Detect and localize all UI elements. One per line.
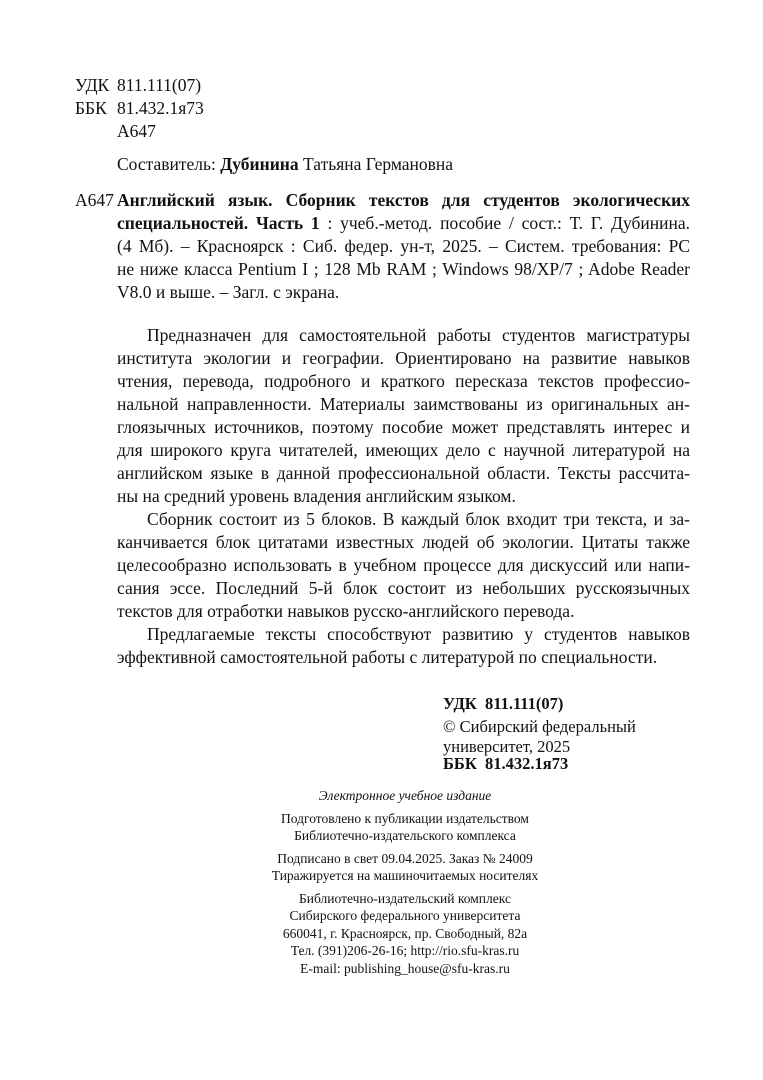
- biblio-title: Английский язык. Сборник текстов для студентов экологических: [117, 190, 690, 210]
- imprint-email: E-mail: publishing_house@sfu-kras.ru: [300, 960, 510, 976]
- biblio-line: не ниже класса Pentium I ; 128 Mb RAM ; Windows 98/XP/7 ; Adobe Reader: [117, 259, 690, 279]
- bibliographic-record: [117, 189, 690, 304]
- imprint-line: Библиотечно-издательского комплекса: [294, 828, 516, 843]
- copyright: [443, 717, 636, 757]
- edition-type: Электронное учебное издание: [318, 788, 492, 803]
- paragraph-line: чтения, перевода, подробного и краткого пересказа текстов профессио-: [117, 371, 690, 391]
- biblio-title: специальностей. Часть 1: [117, 213, 320, 233]
- imprint-line: Подготовлено к публикации издательством: [281, 810, 529, 826]
- paragraph-line: для широкого круга читателей, имеющих дело с научной литературой на: [117, 440, 690, 460]
- compiler-surname: Дубинина: [220, 154, 299, 174]
- biblio-line: [117, 189, 690, 212]
- paragraph-line: эффективной самостоятельной работы с литературой по специальности.: [117, 647, 658, 667]
- classification-codes: [75, 74, 204, 143]
- paragraph-line: нальной направленности. Материалы заимствованы из оригинальных ан-: [117, 394, 690, 414]
- udk-label: УДК: [75, 75, 110, 95]
- biblio-text: : учеб.-метод. пособие / сост.: Т. Г. Дубинина.: [319, 213, 690, 233]
- imprint-line: Сибирского федерального университета: [289, 908, 521, 923]
- abstract-paragraph-2: [117, 508, 690, 623]
- biblio-line: V8.0 и выше. – Загл. с экрана.: [117, 282, 340, 302]
- udk-right: УДК 811.111(07): [443, 694, 564, 713]
- imprint-line: Подписано в свет 09.04.2025. Заказ № 24009: [277, 850, 533, 866]
- bbk-right: ББК 81.432.1я73: [443, 754, 569, 773]
- paragraph-line: Предлагаемые тексты способствуют развитию у студентов навыков: [147, 624, 690, 644]
- paragraph-line: целесообразно использовать в учебном процессе для дискуссий или напи-: [117, 555, 690, 575]
- imprint: [205, 787, 605, 977]
- imprint-line: Тиражируется на машиночитаемых носителях: [271, 868, 539, 883]
- biblio-line: [117, 212, 690, 235]
- compiler: [117, 153, 453, 176]
- abstract-paragraph-3: [117, 623, 690, 669]
- paragraph-line: института экологии и географии. Ориентировано на развитие навыков: [117, 348, 690, 368]
- paragraph-line: текстов для отработки навыков русско-английского перевода.: [117, 601, 575, 621]
- compiler-name: Татьяна Германовна: [303, 154, 454, 174]
- paragraph-line: Предназначен для самостоятельной работы студентов магистратуры: [147, 325, 690, 345]
- paragraph-line: канчивается блок цитатами известных людей об экологии. Цитаты также: [117, 532, 690, 552]
- bbk-label: ББК: [75, 98, 107, 118]
- paragraph-line: сания эссе. Последний 5-й блок состоит из небольших русскоязычных: [117, 578, 690, 598]
- paragraph-line: Сборник состоит из 5 блоков. В каждый блок входит три текста, и за-: [147, 509, 690, 529]
- abstract-paragraph-1: [117, 324, 690, 508]
- copyright-line: университет, 2025: [443, 737, 571, 756]
- paragraph-line: глоязычных источников, поэтому пособие может представлять интерес и: [117, 417, 690, 437]
- udk-code: 811.111(07): [117, 75, 202, 95]
- copyright-line: © Сибирский федеральный: [443, 717, 636, 736]
- compiler-label: Составитель:: [117, 154, 216, 174]
- imprint-line: 660041, г. Красноярск, пр. Свободный, 82а: [282, 925, 528, 941]
- imprint-link-phone: Тел. (391)206-26-16; http://rio.sfu-kras.ru: [290, 943, 520, 958]
- author-sign: А647: [117, 121, 156, 141]
- abstract: [117, 324, 690, 669]
- biblio-sign: А647: [75, 190, 114, 210]
- biblio-line: (4 Мб). – Красноярск : Сиб. федер. ун-т, 2025. – Систем. требования: PC: [117, 236, 690, 256]
- paragraph-line: английском языке в данной профессиональной области. Тексты рассчита-: [117, 463, 690, 483]
- imprint-line: Библиотечно-издательский комплекс: [299, 890, 511, 906]
- paragraph-line: ны на средний уровень владения английским языком.: [117, 486, 516, 506]
- bbk-code: 81.432.1я73: [117, 98, 204, 118]
